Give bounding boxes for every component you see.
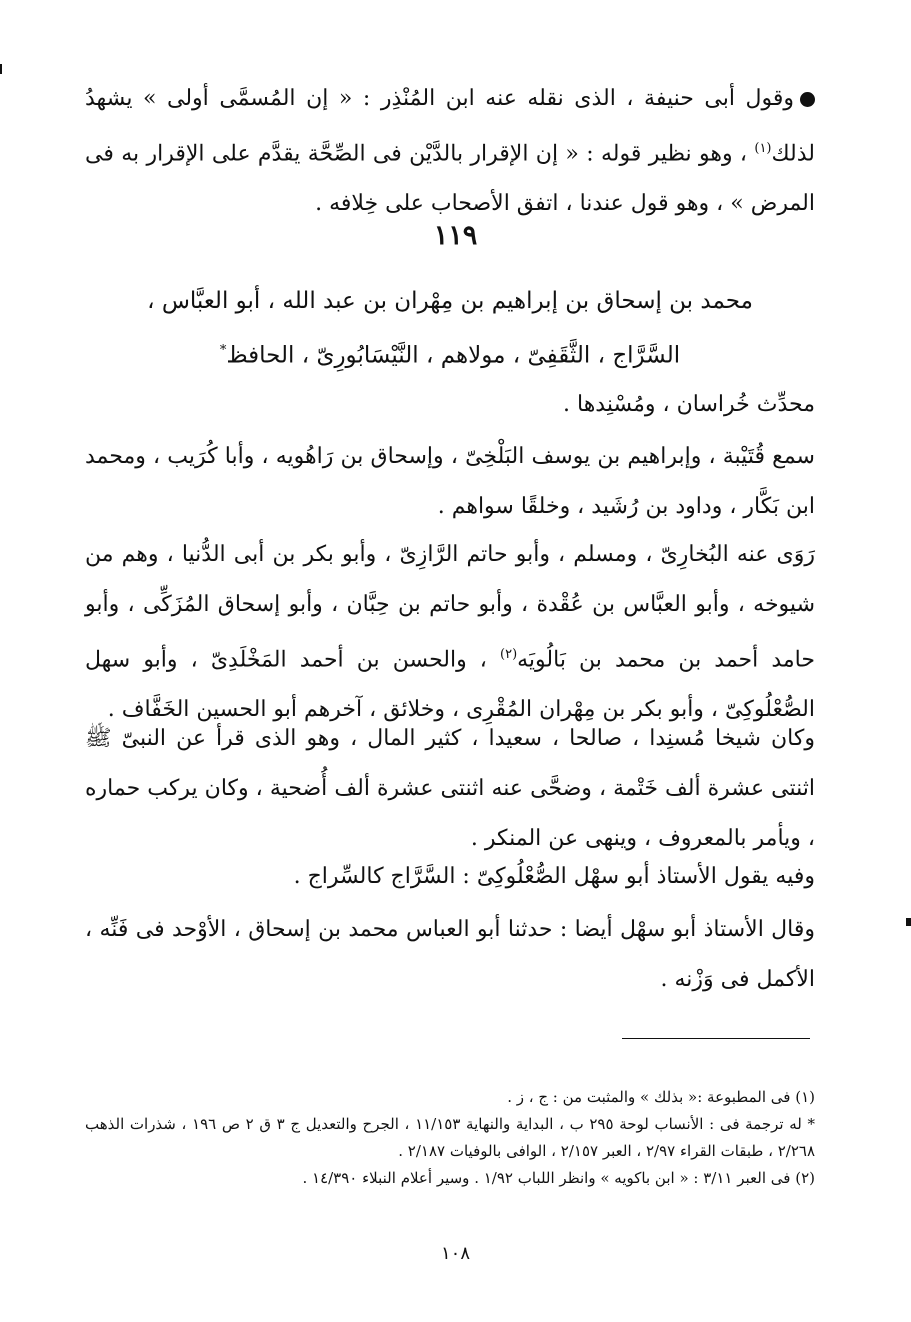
students-text-part1: رَوَى عنه البُخارِىّ ، ومسلم ، وأبو حاتم الرَّازِىّ ، وأبو بكر بن أبى الدُّنيا ، وهم من شيوخه ، وأبو العبَّاس بن عُقْدة ، وأبو حاتم بن حِبَّان ، وأبو إسحاق المُزَكِّى ، وأبو حامد أحمد بن محمد بن بَالُويَه bbox=[85, 542, 815, 673]
students-text-part2: ، والحسن بن أحمد المَخْلَدِىّ ، وأبو سهل الصُّعْلُوكِىّ ، وأبو بكر بن مِهْران المُقْرِى ، وخلائق ، آخرهم أبو الحسين الخَفَّاف . bbox=[85, 647, 815, 723]
footnote-marker-2: (٢) bbox=[500, 647, 518, 662]
intro-paragraph bbox=[85, 74, 815, 229]
entry-number: ١١٩ bbox=[433, 220, 478, 251]
character-text: وكان شيخا مُسنِدا ، صالحا ، سعيدا ، كثير المال ، وهو الذى قرأ عن النبىّ ﷺ اثنتى عشرة ألف خَتْمة ، وضحَّى عنه اثنتى عشرة ألف أُضحية ، وكان يركب حماره ، ويأمر بالمعروف ، وينهى عن المنكر . bbox=[85, 726, 815, 851]
footnote-divider bbox=[622, 1038, 810, 1039]
quote2-text: وقال الأستاذ أبو سهْل أيضا : حدثنا أبو العباس محمد بن إسحاق ، الأوْحد فى فَنِّه ، الأكمل فى وَزْنه . bbox=[85, 917, 815, 992]
footnote-1: (١) فى المطبوعة :« بذلك » والمثبت من : ج ، ز . bbox=[507, 1088, 815, 1106]
scan-edge-mark bbox=[0, 64, 2, 74]
teachers-text: سمع قُتَيْبة ، وإبراهيم بن يوسف البَلْخِىّ ، وإسحاق بن رَاهُويه ، وأبا كُرَيب ، ومحمد ابن بَكَّار ، وداود بن رُشَيد ، وخلقًا سواهم . bbox=[85, 444, 815, 519]
heading-star-marker: * bbox=[219, 343, 227, 358]
teachers-paragraph bbox=[85, 432, 840, 532]
footnotes bbox=[85, 1084, 815, 1192]
scan-edge-mark bbox=[906, 918, 911, 926]
entry-heading-line2-text: السَّرَّاج ، الثَّقَفِىّ ، مولاهم ، النَّيْسَابُورِىّ ، الحافظ bbox=[226, 342, 681, 369]
students-paragraph bbox=[85, 530, 840, 735]
footnote-2: (٢) فى العبر ٣/١١ : « ابن باكويه » وانظر اللباب ١/٩٢ . وسير أعلام النبلاء ١٤/٣٩٠ . bbox=[302, 1169, 815, 1187]
title-text: محدِّث خُراسان ، ومُسْنِدها . bbox=[563, 392, 815, 417]
entry-heading bbox=[85, 276, 815, 381]
footnote-star: * له ترجمة فى : الأنساب لوحة ٢٩٥ ب ، البداية والنهاية ١١/١٥٣ ، الجرح والتعديل ج ٣ ق ٢ ص ١٩٦ ، شذرات الذهب ٢/٢٦٨ ، طبقات القراء ٢/٩٧ ، العبر ٢/١٥٧ ، الوافى بالوفيات ٢/١٨٧ . bbox=[85, 1115, 815, 1160]
entry-heading-line1: محمد بن إسحاق بن إبراهيم بن مِهْران بن عبد الله ، أبو العبَّاس ، bbox=[147, 288, 753, 314]
page-number: ١٠٨ bbox=[440, 1243, 470, 1264]
quote1-text: وفيه يقول الأستاذ أبو سهْل الصُّعْلُوكِىّ : السَّرَّاج كالسِّراج . bbox=[293, 864, 815, 889]
intro-text-part2: ، وهو نظير قوله : « إن الإقرار بالدَّيْن فى الصِّحَّة يقدَّم على الإقرار به فى المرض » ، وهو قول عندنا ، اتفق الأصحاب على خِلافه . bbox=[85, 141, 815, 217]
intro-text-part1: وقول أبى حنيفة ، الذى نقله عنه ابن المُنْذِر : « إن المُسمَّى أولى » يشهدُ لذلك bbox=[85, 86, 815, 167]
entry-heading-line2 bbox=[85, 326, 815, 381]
quote1-paragraph bbox=[85, 852, 840, 902]
quote2-paragraph bbox=[85, 905, 840, 1005]
footnote-marker-1: (١) bbox=[754, 141, 772, 156]
character-paragraph bbox=[85, 714, 840, 864]
title-paragraph bbox=[85, 380, 840, 430]
bullet-icon bbox=[800, 92, 815, 107]
